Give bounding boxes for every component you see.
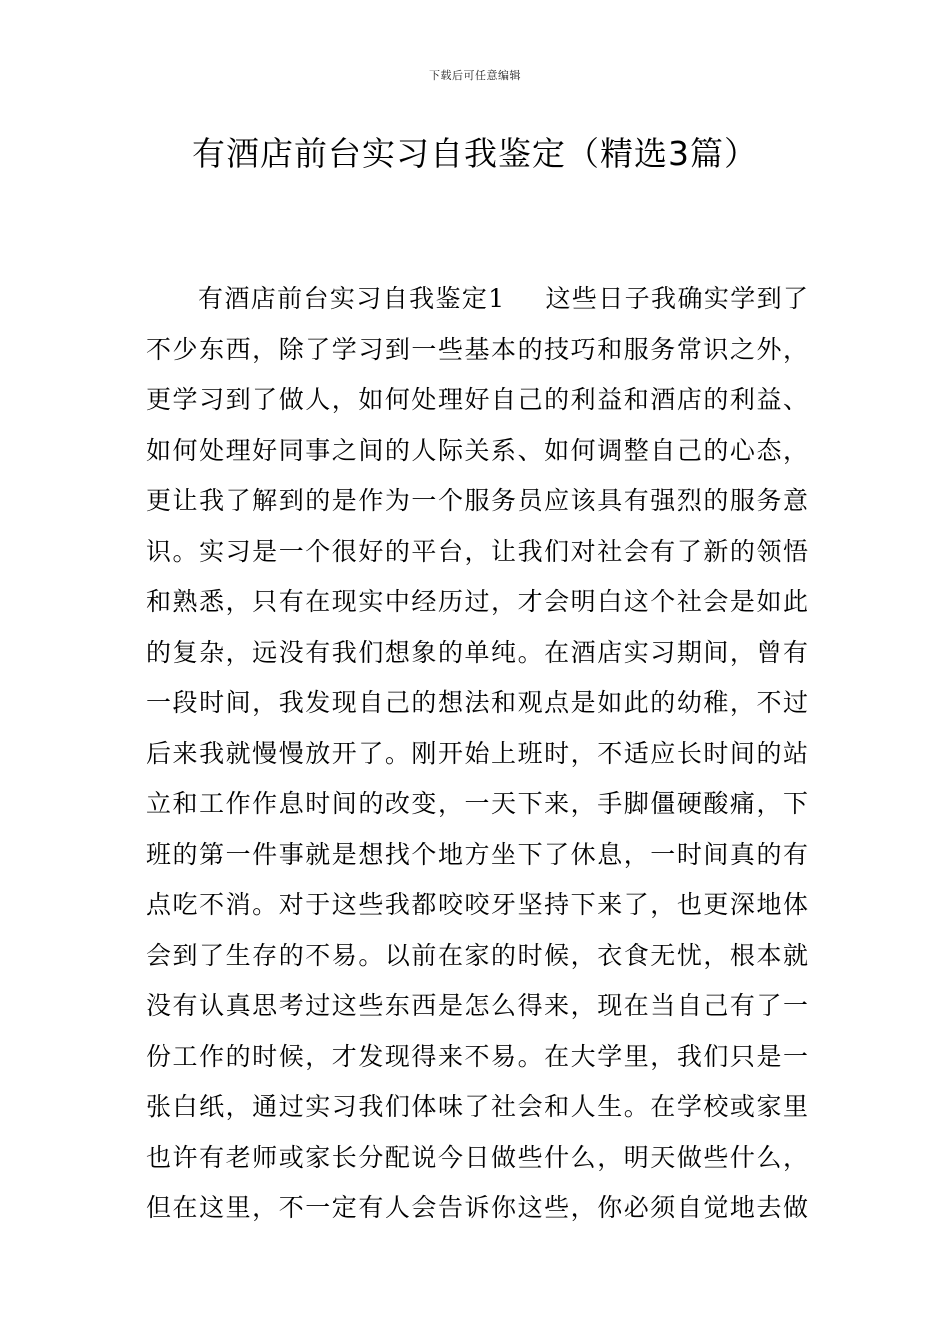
- paragraph-line: 更学习到了做人，如何处理好自己的利益和酒店的利益、: [146, 385, 808, 414]
- paragraph-line: 班的第一件事就是想找个地方坐下了休息，一时间真的有: [146, 839, 808, 869]
- paragraph-line: 立和工作作息时间的改变，一天下来，手脚僵硬酸痛，下: [146, 789, 808, 818]
- paragraph-line: 点吃不消。对于这些我都咬咬牙坚持下来了，也更深地体: [146, 890, 808, 919]
- paragraph-line: 识。实习是一个很好的平台，让我们对社会有了新的领悟: [146, 536, 808, 566]
- paragraph-line: 更让我了解到的是作为一个服务员应该具有强烈的服务意: [146, 486, 808, 515]
- header-note: 下载后可任意编辑: [429, 69, 521, 82]
- paragraph-line: 一段时间，我发现自己的想法和观点是如此的幼稚，不过: [146, 688, 808, 717]
- paragraph-line: 后来我就慢慢放开了。刚开始上班时，不适应长时间的站: [146, 738, 808, 768]
- paragraph-line: 张白纸，通过实习我们体味了社会和人生。在学校或家里: [146, 1092, 808, 1121]
- paragraph-line: 但在这里，不一定有人会告诉你这些，你必须自觉地去做: [146, 1193, 808, 1222]
- paragraph-line: 不少东西，除了学习到一些基本的技巧和服务常识之外，: [146, 334, 808, 364]
- paragraph-line: 份工作的时候，才发现得来不易。在大学里，我们只是一: [146, 1041, 808, 1071]
- page-title: 有酒店前台实习自我鉴定（精选3篇）: [192, 134, 758, 173]
- paragraph-line-text: 这些日子我确实学到了: [544, 284, 808, 313]
- paragraph-line: 和熟悉，只有在现实中经历过，才会明白这个社会是如此: [146, 587, 808, 616]
- paragraph-line: 如何处理好同事之间的人际关系、如何调整自己的心态，: [146, 435, 808, 465]
- paragraph-line: 也许有老师或家长分配说今日做些什么，明天做些什么，: [146, 1142, 808, 1172]
- paragraph-line: 没有认真思考过这些东西是怎么得来，现在当自己有了一: [146, 991, 808, 1020]
- paragraph-line: 会到了生存的不易。以前在家的时候，衣食无忧，根本就: [146, 940, 808, 970]
- paragraph-line: [146, 274, 808, 325]
- body-paragraph: [146, 274, 808, 1234]
- paragraph-line: 的复杂，远没有我们想象的单纯。在酒店实习期间，曾有: [146, 637, 808, 667]
- section-heading: 有酒店前台实习自我鉴定1: [198, 284, 505, 313]
